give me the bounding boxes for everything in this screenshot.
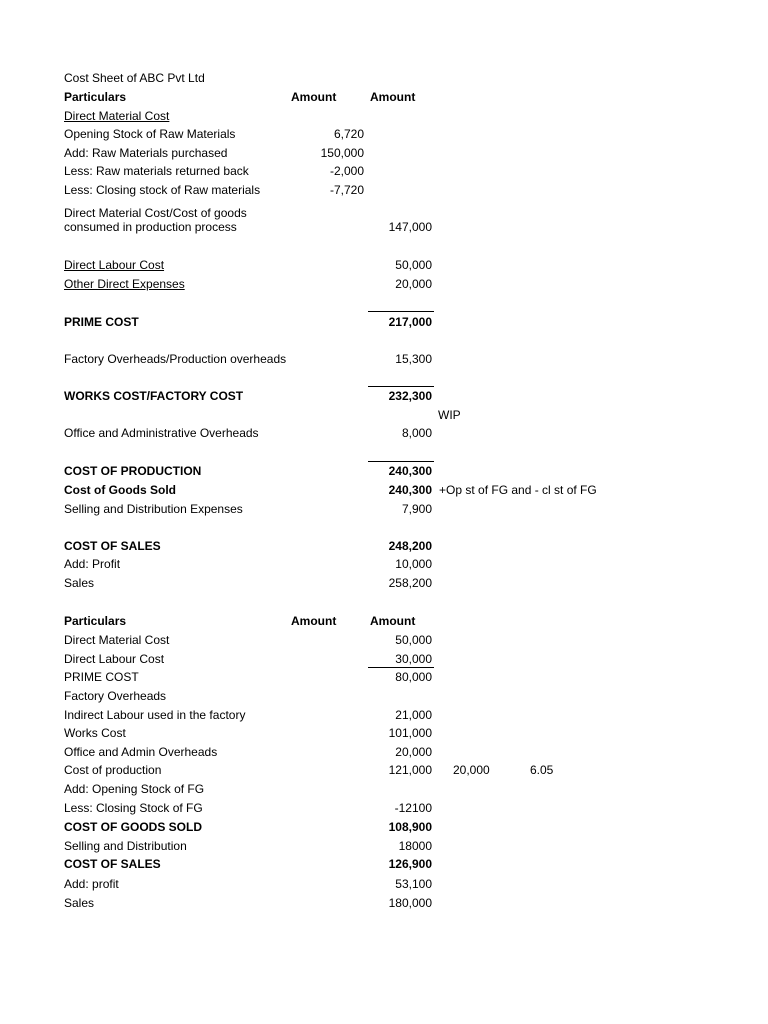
cost-of-production-label: COST OF PRODUCTION xyxy=(64,464,202,478)
direct-labour-label: Direct Labour Cost xyxy=(64,258,165,272)
factory-overheads-row xyxy=(0,687,768,706)
cost-of-production-amount: 121,000 xyxy=(388,763,432,777)
sheet2-header-row xyxy=(0,612,768,631)
amount-header-1: Amount xyxy=(291,90,337,104)
works-cost-label: WORKS COST/FACTORY COST xyxy=(64,389,244,403)
cost-of-production-row xyxy=(0,462,768,481)
wip-row xyxy=(0,406,768,425)
office-overheads-label: Office and Administrative Overheads xyxy=(64,426,259,440)
sheet1-header-row xyxy=(0,88,768,107)
profit-label: Add: profit xyxy=(64,877,119,891)
prime-cost-amount: 80,000 xyxy=(395,670,432,684)
particulars-header: Particulars xyxy=(64,614,127,628)
row-label: Add: Raw Materials purchased xyxy=(64,146,228,160)
direct-material-heading-row xyxy=(0,107,768,126)
direct-material-total-label-2: consumed in production process xyxy=(64,220,237,234)
sales-label: Sales xyxy=(64,896,95,910)
amount-header-1: Amount xyxy=(291,614,337,628)
factory-overheads-amount: 15,300 xyxy=(395,352,432,366)
sales-amount: 258,200 xyxy=(388,576,432,590)
direct-material-amount: 50,000 xyxy=(395,633,432,647)
sheet-title: Cost Sheet of ABC Pvt Ltd xyxy=(64,71,205,85)
works-cost-amount: 232,300 xyxy=(388,389,432,403)
other-direct-label: Other Direct Expenses xyxy=(64,277,185,291)
selling-row xyxy=(0,500,768,519)
direct-material-heading: Direct Material Cost xyxy=(64,109,170,123)
selling-row xyxy=(0,837,768,856)
table-row xyxy=(0,144,768,163)
table-row xyxy=(0,125,768,144)
selling-amount: 18000 xyxy=(398,839,432,853)
side-value-1: 20,000 xyxy=(453,763,490,777)
direct-labour-label: Direct Labour Cost xyxy=(64,652,165,666)
cost-of-sales-amount: 248,200 xyxy=(388,539,432,553)
subtotal-rule xyxy=(368,311,434,312)
direct-material-total-amount: 147,000 xyxy=(388,220,432,234)
opening-fg-row xyxy=(0,780,768,799)
wip-note: WIP xyxy=(438,408,461,422)
cogs-row xyxy=(0,818,768,837)
amount-header-2: Amount xyxy=(370,90,416,104)
row-amount: 150,000 xyxy=(320,146,364,160)
cogs-label: Cost of Goods Sold xyxy=(64,483,176,497)
indirect-labour-row xyxy=(0,706,768,725)
cost-of-sales-amount: 126,900 xyxy=(388,857,432,871)
row-amount: -2,000 xyxy=(329,164,364,178)
selling-amount: 7,900 xyxy=(401,502,432,516)
prime-cost-label: PRIME COST xyxy=(64,315,139,329)
profit-label: Add: Profit xyxy=(64,557,121,571)
closing-fg-label: Less: Closing Stock of FG xyxy=(64,801,203,815)
side-value-2: 6.05 xyxy=(530,763,554,777)
sales-label: Sales xyxy=(64,576,95,590)
cost-of-sales-row xyxy=(0,855,768,874)
prime-cost-row xyxy=(0,313,768,332)
office-admin-row xyxy=(0,743,768,762)
direct-labour-row xyxy=(0,256,768,275)
cogs-label: COST OF GOODS SOLD xyxy=(64,820,203,834)
indirect-labour-label: Indirect Labour used in the factory xyxy=(64,708,246,722)
closing-fg-row xyxy=(0,799,768,818)
selling-label: Selling and Distribution Expenses xyxy=(64,502,243,516)
factory-overheads-row xyxy=(0,350,768,369)
indirect-labour-amount: 21,000 xyxy=(395,708,432,722)
cost-of-sales-label: COST OF SALES xyxy=(64,857,161,871)
prime-cost-row xyxy=(0,668,768,687)
sales-row xyxy=(0,894,768,913)
table-row xyxy=(0,162,768,181)
profit-amount: 53,100 xyxy=(395,877,432,891)
direct-material-total-row xyxy=(0,218,768,237)
office-admin-amount: 20,000 xyxy=(395,745,432,759)
prime-cost-label: PRIME COST xyxy=(64,670,139,684)
cogs-amount: 240,300 xyxy=(388,483,432,497)
office-overheads-row xyxy=(0,424,768,443)
row-amount: -7,720 xyxy=(329,183,364,197)
sales-row xyxy=(0,574,768,593)
amount-header-2: Amount xyxy=(370,614,416,628)
works-cost-row xyxy=(0,387,768,406)
row-label: Opening Stock of Raw Materials xyxy=(64,127,236,141)
cogs-row xyxy=(0,481,768,500)
cost-of-sales-row xyxy=(0,537,768,556)
cogs-amount: 108,900 xyxy=(388,820,432,834)
table-row xyxy=(0,181,768,200)
cogs-note: +Op st of FG and - cl st of FG xyxy=(439,483,597,497)
cost-of-sales-label: COST OF SALES xyxy=(64,539,161,553)
particulars-header: Particulars xyxy=(64,90,127,104)
office-admin-label: Office and Admin Overheads xyxy=(64,745,218,759)
direct-labour-amount: 30,000 xyxy=(395,652,432,666)
row-amount: 6,720 xyxy=(333,127,364,141)
works-cost-label: Works Cost xyxy=(64,726,126,740)
prime-cost-amount: 217,000 xyxy=(388,315,432,329)
profit-row xyxy=(0,875,768,894)
direct-material-total-label: Direct Material Cost/Cost of goods xyxy=(64,206,247,220)
cost-of-production-amount: 240,300 xyxy=(388,464,432,478)
selling-label: Selling and Distribution xyxy=(64,839,187,853)
direct-material-label: Direct Material Cost xyxy=(64,633,170,647)
closing-fg-amount: -12100 xyxy=(394,801,432,815)
profit-amount: 10,000 xyxy=(395,557,432,571)
sales-amount: 180,000 xyxy=(388,896,432,910)
factory-overheads-label: Factory Overheads/Production overheads xyxy=(64,352,287,366)
direct-labour-amount: 50,000 xyxy=(395,258,432,272)
works-cost-amount: 101,000 xyxy=(388,726,432,740)
works-cost-row xyxy=(0,724,768,743)
row-label: Less: Closing stock of Raw materials xyxy=(64,183,261,197)
office-overheads-amount: 8,000 xyxy=(401,426,432,440)
other-direct-amount: 20,000 xyxy=(395,277,432,291)
other-direct-row xyxy=(0,275,768,294)
cost-of-production-row xyxy=(0,761,768,780)
direct-material-row xyxy=(0,631,768,650)
row-label: Less: Raw materials returned back xyxy=(64,164,249,178)
sheet1-title-row xyxy=(0,69,768,88)
cost-of-production-label: Cost of production xyxy=(64,763,162,777)
profit-row xyxy=(0,555,768,574)
opening-fg-label: Add: Opening Stock of FG xyxy=(64,782,205,796)
factory-overheads-label: Factory Overheads xyxy=(64,689,167,703)
